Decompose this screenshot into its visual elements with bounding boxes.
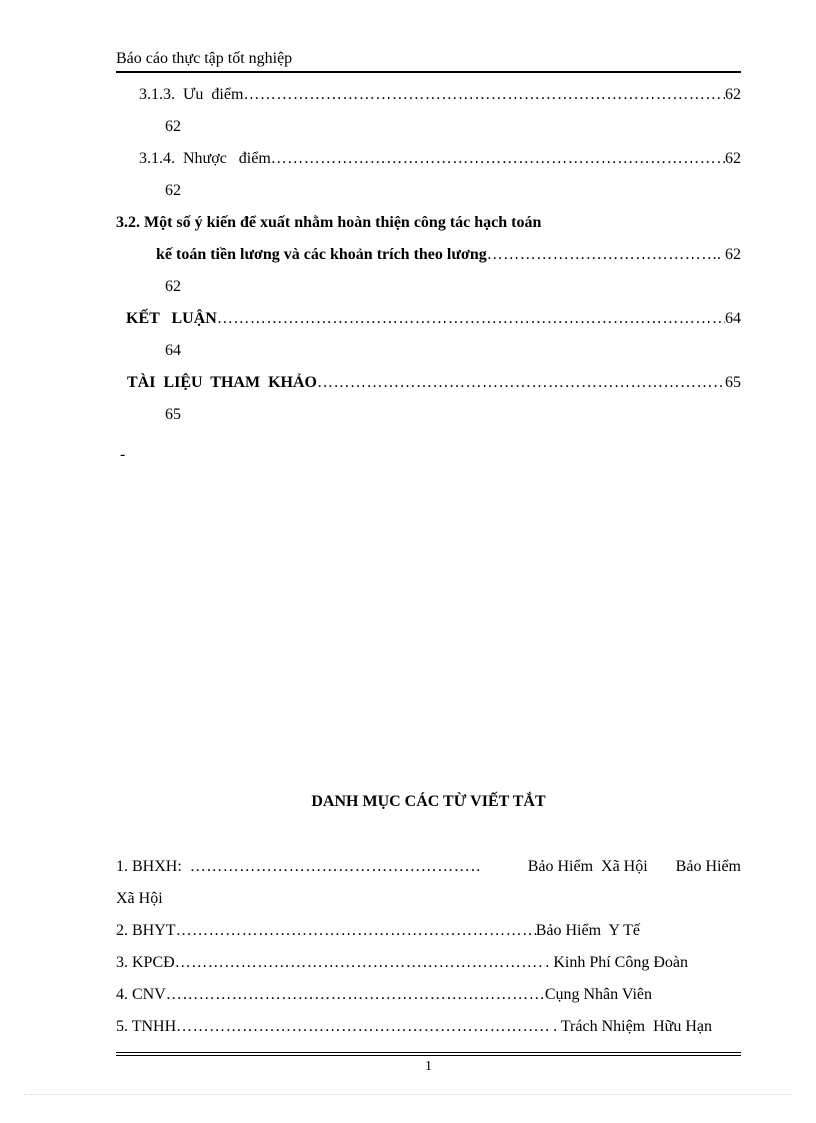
- toc-entry-3-2-line1[interactable]: 3.2. Một số ý kiến để xuất nhằm hoàn thiện công tác hạch toán: [116, 214, 542, 231]
- toc-entry-sub-page: 62: [165, 118, 181, 135]
- footer-rule: [116, 1052, 741, 1053]
- page-edge-divider: [24, 1094, 792, 1095]
- abbrev-label: 1. BHXH:: [116, 858, 190, 875]
- abbrev-value: . Kinh Phí Công Đoàn: [545, 954, 688, 971]
- toc-entry-page: 64: [725, 310, 741, 327]
- abbrev-label: 5. TNHH: [116, 1018, 177, 1035]
- toc-entry-page: 62: [725, 86, 741, 103]
- toc-entry-label: 3.1.4. Nhược điểm: [139, 150, 271, 167]
- abbrev-item-kpcd: [0, 952, 688, 974]
- toc-entry-label: KẾT LUẬN: [126, 310, 217, 327]
- toc-entry-3-1-3[interactable]: [0, 84, 741, 106]
- toc-entry-sub-page: 62: [165, 278, 181, 295]
- abbrev-dot-leader: [175, 952, 546, 974]
- toc-entry-sub-page: 62: [165, 182, 181, 199]
- abbrev-label: 2. BHYT: [116, 922, 176, 939]
- toc-entry-3-1-4[interactable]: [0, 148, 741, 170]
- toc-entry-3-2[interactable]: [0, 244, 741, 266]
- abbrev-value: Bảo Hiểm Y Tế: [535, 922, 640, 939]
- abbrev-dot-leader: [176, 920, 536, 942]
- abbrev-dot-leader: [190, 856, 480, 878]
- abbrev-item-bhxh: [0, 856, 741, 878]
- toc-entry-sub-page: 65: [165, 406, 181, 423]
- abbrev-item-tnhh: [0, 1016, 712, 1038]
- toc-dot-leader: [317, 372, 725, 394]
- toc-dot-leader: [243, 84, 725, 106]
- toc-entry-label: 3.1.3. Ưu điểm: [139, 86, 244, 103]
- abbrev-dot-leader: [166, 984, 545, 1006]
- toc-entry-ket-luan[interactable]: [0, 308, 741, 330]
- abbrev-label: 4. CNV: [116, 986, 166, 1003]
- toc-entry-page: . 62: [717, 246, 741, 263]
- toc-entry-tai-lieu[interactable]: [0, 372, 741, 394]
- toc-entry-page: 65: [725, 374, 741, 391]
- abbrev-item-bhyt: [0, 920, 640, 942]
- page-header: Báo cáo thực tập tốt nghiệp: [116, 49, 741, 73]
- abbreviations-title: DANH MỤC CÁC TỪ VIẾT TẮT: [311, 793, 546, 810]
- abbrev-label: 3. KPCĐ: [116, 954, 175, 971]
- abbrev-value: . . Trách Nhiệm Hữu Hạn: [545, 1018, 712, 1035]
- toc-dot-leader: [217, 308, 725, 330]
- toc-dot-leader: [271, 148, 725, 170]
- toc-entry-sub-page: 64: [165, 342, 181, 359]
- page-number: 1: [425, 1059, 432, 1074]
- abbrev-value: Bảo Hiểm Xã Hội Bảo Hiểm: [527, 858, 741, 875]
- abbrev-dot-leader: [176, 1016, 545, 1038]
- toc-entry-page: 62: [725, 150, 741, 167]
- toc-entry-label: TÀI LIỆU THAM KHẢO: [127, 374, 317, 391]
- footer-rule: [116, 1055, 741, 1056]
- toc-dot-leader: [487, 244, 717, 266]
- abbrev-continuation: Xã Hội: [116, 890, 163, 907]
- stray-dash: -: [120, 446, 126, 463]
- abbrev-item-cnv: [0, 984, 652, 1006]
- toc-entry-label: kế toán tiền lương và các khoản trích theo lương: [156, 246, 487, 263]
- abbrev-value: Cụng Nhân Viên: [544, 986, 652, 1003]
